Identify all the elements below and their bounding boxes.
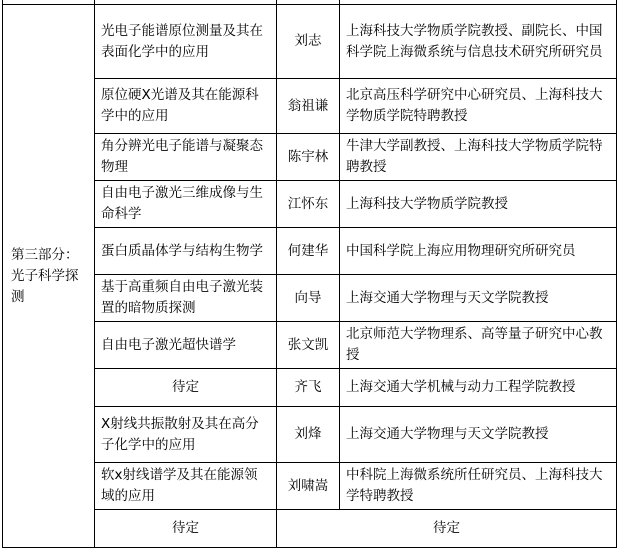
topic-cell: 蛋白质晶体学与结构生物学	[95, 228, 277, 275]
speaker-cell: 翁祖谦	[277, 79, 340, 134]
speaker-cell: 刘啸嵩	[277, 463, 340, 510]
speaker-cell: 张文凯	[277, 322, 340, 369]
topic-cell: 原位硬X光谱及其在能源科学中的应用	[95, 79, 277, 134]
title-cell: 中国科学院上海应用物理研究所研究员	[340, 228, 617, 275]
topic-cell: 软x射线谱学及其在能源领域的应用	[95, 463, 277, 510]
topic-cell: X射线共振散射及其在高分子化学中的应用	[95, 407, 277, 463]
speaker-cell: 刘烽	[277, 407, 340, 463]
topic-cell: 光电子能谱原位测量及其在表面化学中的应用	[95, 5, 277, 79]
table-row	[3, 369, 617, 407]
final-left-cell: 待定	[95, 510, 277, 548]
title-cell: 上海科技大学物质学院教授	[340, 181, 617, 228]
topic-cell: 自由电子激光三维成像与生命科学	[95, 181, 277, 228]
title-cell: 上海交通大学物理与天文学院教授	[340, 407, 617, 463]
speaker-cell: 向导	[277, 275, 340, 322]
table-row	[3, 463, 617, 510]
table-row-final	[3, 510, 617, 548]
speaker-cell: 齐飞	[277, 369, 340, 407]
table-row	[3, 79, 617, 134]
topic-cell: 角分辨光电子能谱与凝聚态物理	[95, 134, 277, 181]
table-row	[3, 275, 617, 322]
table-row	[3, 228, 617, 275]
speaker-cell: 刘志	[277, 5, 340, 79]
title-cell: 牛津大学副教授、上海科技大学物质学院特聘教授	[340, 134, 617, 181]
topic-cell: 自由电子激光超快谱学	[95, 322, 277, 369]
title-cell: 北京师范大学物理系、高等量子研究中心教授	[340, 322, 617, 369]
title-cell: 上海交通大学物理与天文学院教授	[340, 275, 617, 322]
table-row	[3, 134, 617, 181]
table-row	[3, 322, 617, 369]
section-label: 第三部分： 光子科学探测	[11, 246, 79, 305]
title-cell: 上海科技大学物质学院教授、副院长、中国科学院上海微系统与信息技术研究所研究员	[340, 5, 617, 79]
section-label-cell	[3, 5, 95, 548]
title-cell: 中科院上海微系统所任研究员、上海科技大学特聘教授	[340, 463, 617, 510]
speaker-cell: 陈宇林	[277, 134, 340, 181]
topic-cell: 基于高重频自由电子激光装置的暗物质探测	[95, 275, 277, 322]
speaker-cell: 何建华	[277, 228, 340, 275]
title-cell: 上海交通大学机械与动力工程学院教授	[340, 369, 617, 407]
table-row	[3, 181, 617, 228]
table-row	[3, 5, 617, 79]
title-cell: 北京高压科学研究中心研究员、上海科技大学物质学院特聘教授	[340, 79, 617, 134]
final-right-cell: 待定	[277, 510, 617, 548]
topic-cell: 待定	[95, 369, 277, 407]
speaker-cell: 江怀东	[277, 181, 340, 228]
schedule-table	[2, 0, 617, 548]
table-row	[3, 407, 617, 463]
